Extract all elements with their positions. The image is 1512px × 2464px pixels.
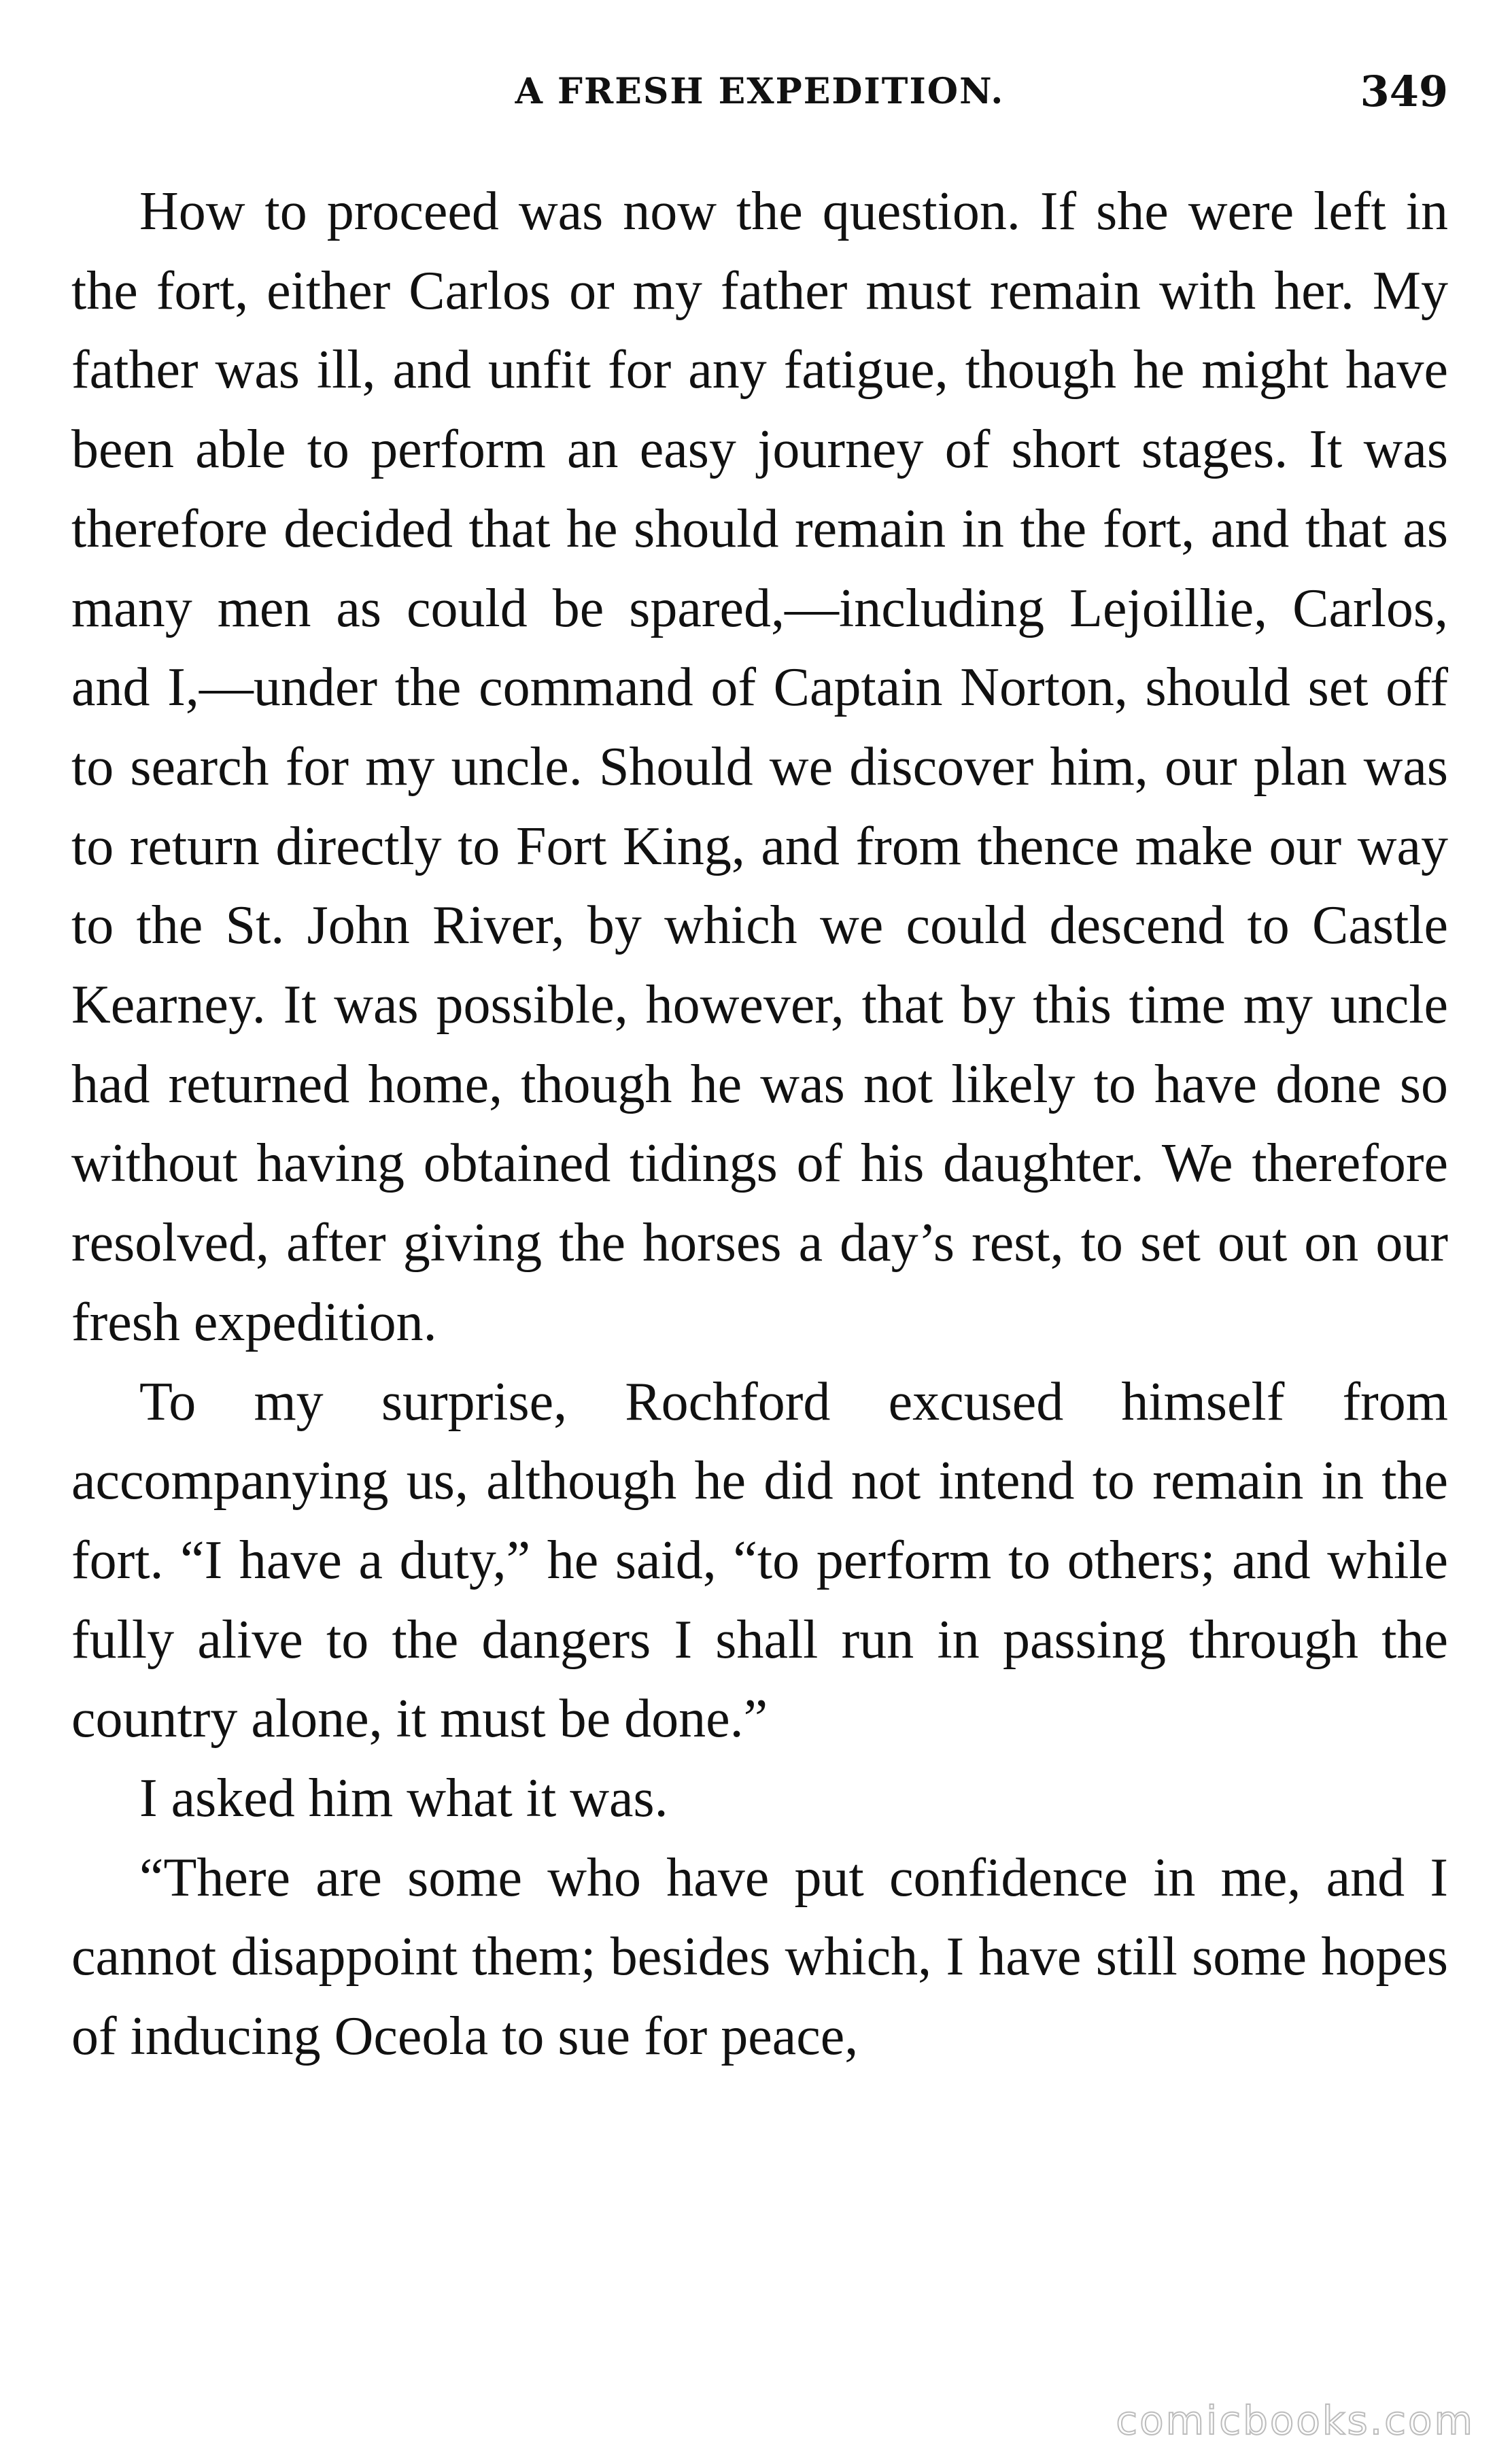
- running-title: A FRESH EXPEDITION.: [515, 71, 1005, 112]
- paragraph-4: “There are some who have put confidence in me, and I cannot disappoint them; besides which, I have still some hopes of inducing Oceola to sue for peace,: [71, 1847, 1448, 2067]
- paragraph-2: To my surprise, Rochford excused himself from accompanying us, although he did not intend to remain in the fort. “I have a duty,” he said, “to perform to others; and while fully alive to the dangers I shall run in passing through the country alone, it must be done.”: [71, 1371, 1448, 1749]
- paragraph-3: I asked him what it was.: [139, 1768, 668, 1829]
- body-text: [71, 172, 1448, 2076]
- page-number: 349: [1360, 67, 1448, 116]
- page-header: [71, 63, 1448, 124]
- watermark-logo: comicbooks.com: [1116, 2397, 1475, 2444]
- paragraph-1: How to proceed was now the question. If she were left in the fort, either Carlos or my father must remain with her. My father was ill, and unfit for any fatigue, though he might have been able to perform an easy journey of short stages. It was therefore decided that he should remain in the fort, and that as many men as could be spared,—including Lejoillie, Carlos, and I,—under the command of Captain Norton, should set off to search for my uncle. Should we discover him, our plan was to return directly to Fort King, and from thence make our way to the St. John River, by which we could descend to Castle Kearney. It was possible, however, that by this time my uncle had returned home, though he was not likely to have done so without having obtained tidings of his daughter. We therefore resolved, after giving the horses a day’s rest, to set out on our fresh expedition.: [71, 182, 1448, 1352]
